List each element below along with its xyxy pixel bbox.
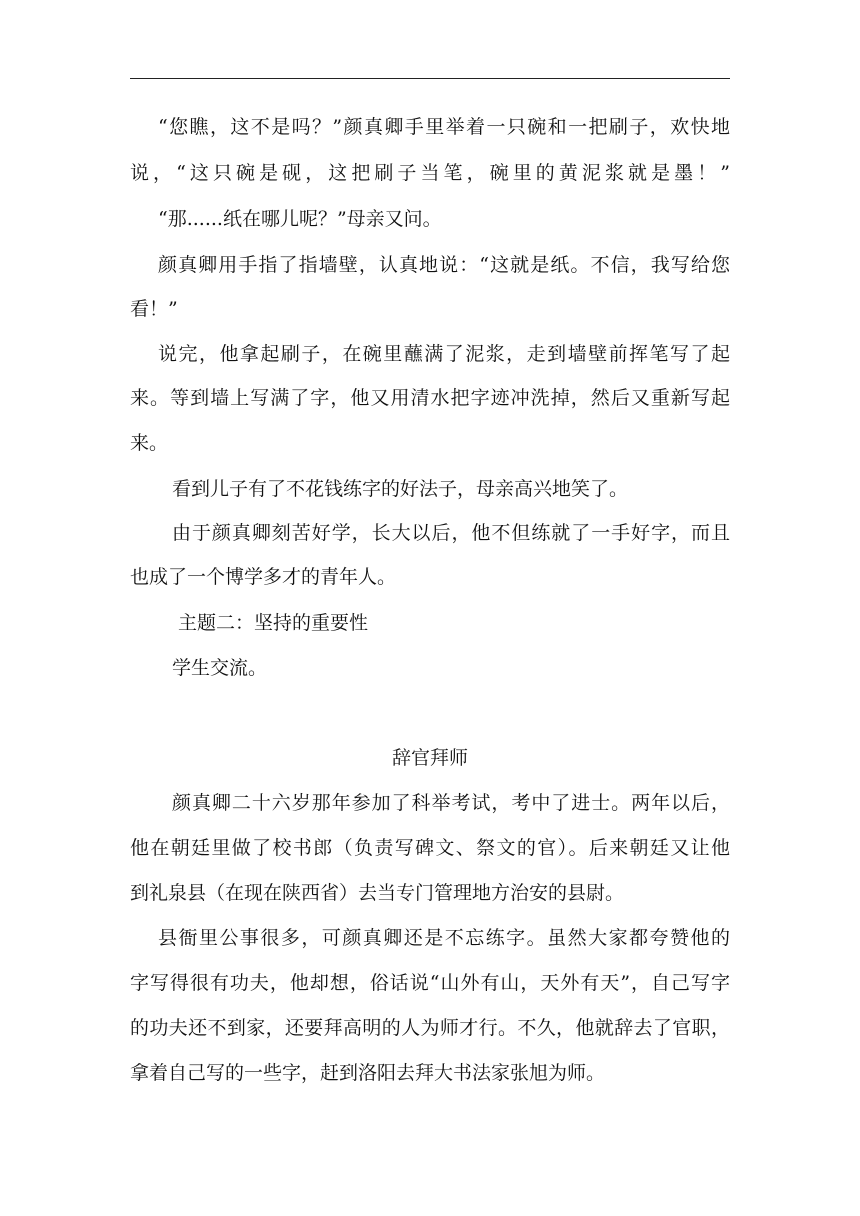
paragraph-line: 学生交流。 [172, 657, 268, 679]
paragraph-line: 来。等到墙上写满了字，他又用清水把字迹冲洗掉，然后又重新写起 [130, 387, 730, 409]
paragraph-line: “那......纸在哪儿呢？”母亲又问。 [158, 208, 442, 230]
paragraph-line: 的功夫还不到家，还要拜高明的人为师才行。不久，他就辞去了官职， [130, 1017, 730, 1039]
paragraph-line: 来。 [130, 432, 169, 454]
story-title: 辞官拜师 [391, 747, 468, 769]
paragraph-line: 由于颜真卿刻苦好学，长大以后，他不但练就了一手好字，而且 [172, 522, 730, 544]
paragraph-line: 县衙里公事很多，可颜真卿还是不忘练字。虽然大家都夸赞他的 [158, 927, 730, 949]
paragraph-line: 字写得很有功夫，他却想，俗话说“山外有山，天外有天”，自己写字 [130, 972, 730, 994]
paragraph-line: 看到儿子有了不花钱练字的好法子，母亲高兴地笑了。 [172, 478, 629, 500]
header-rule [130, 78, 730, 79]
paragraph-line: 也成了一个博学多才的青年人。 [130, 566, 397, 588]
paragraph-line: 他在朝廷里做了校书郎（负责写碑文、祭文的官）。后来朝廷又让他 [130, 837, 730, 859]
paragraph-line: 说完，他拿起刷子，在碗里蘸满了泥浆，走到墙壁前挥笔写了起 [158, 343, 730, 365]
paragraph-line: 拿着自己写的一些字，赶到洛阳去拜大书法家张旭为师。 [130, 1062, 606, 1084]
paragraph-line: 到礼泉县（在现在陕西省）去当专门管理地方治安的县尉。 [130, 882, 625, 904]
paragraph-line: 颜真卿二十六岁那年参加了科举考试，考中了进士。两年以后， [172, 792, 730, 814]
section-heading: 主题二：坚持的重要性 [178, 612, 369, 634]
paragraph-line: 看！” [130, 298, 178, 320]
paragraph-line: 颜真卿用手指了指墙壁，认真地说：“这就是纸。不信，我写给您 [158, 254, 730, 276]
paragraph-line: “您瞧，这不是吗？”颜真卿手里举着一只碗和一把刷子，欢快地 [158, 116, 730, 138]
paragraph-line: 说，“这只碗是砚，这把刷子当笔，碗里的黄泥浆就是墨！” [130, 162, 730, 184]
